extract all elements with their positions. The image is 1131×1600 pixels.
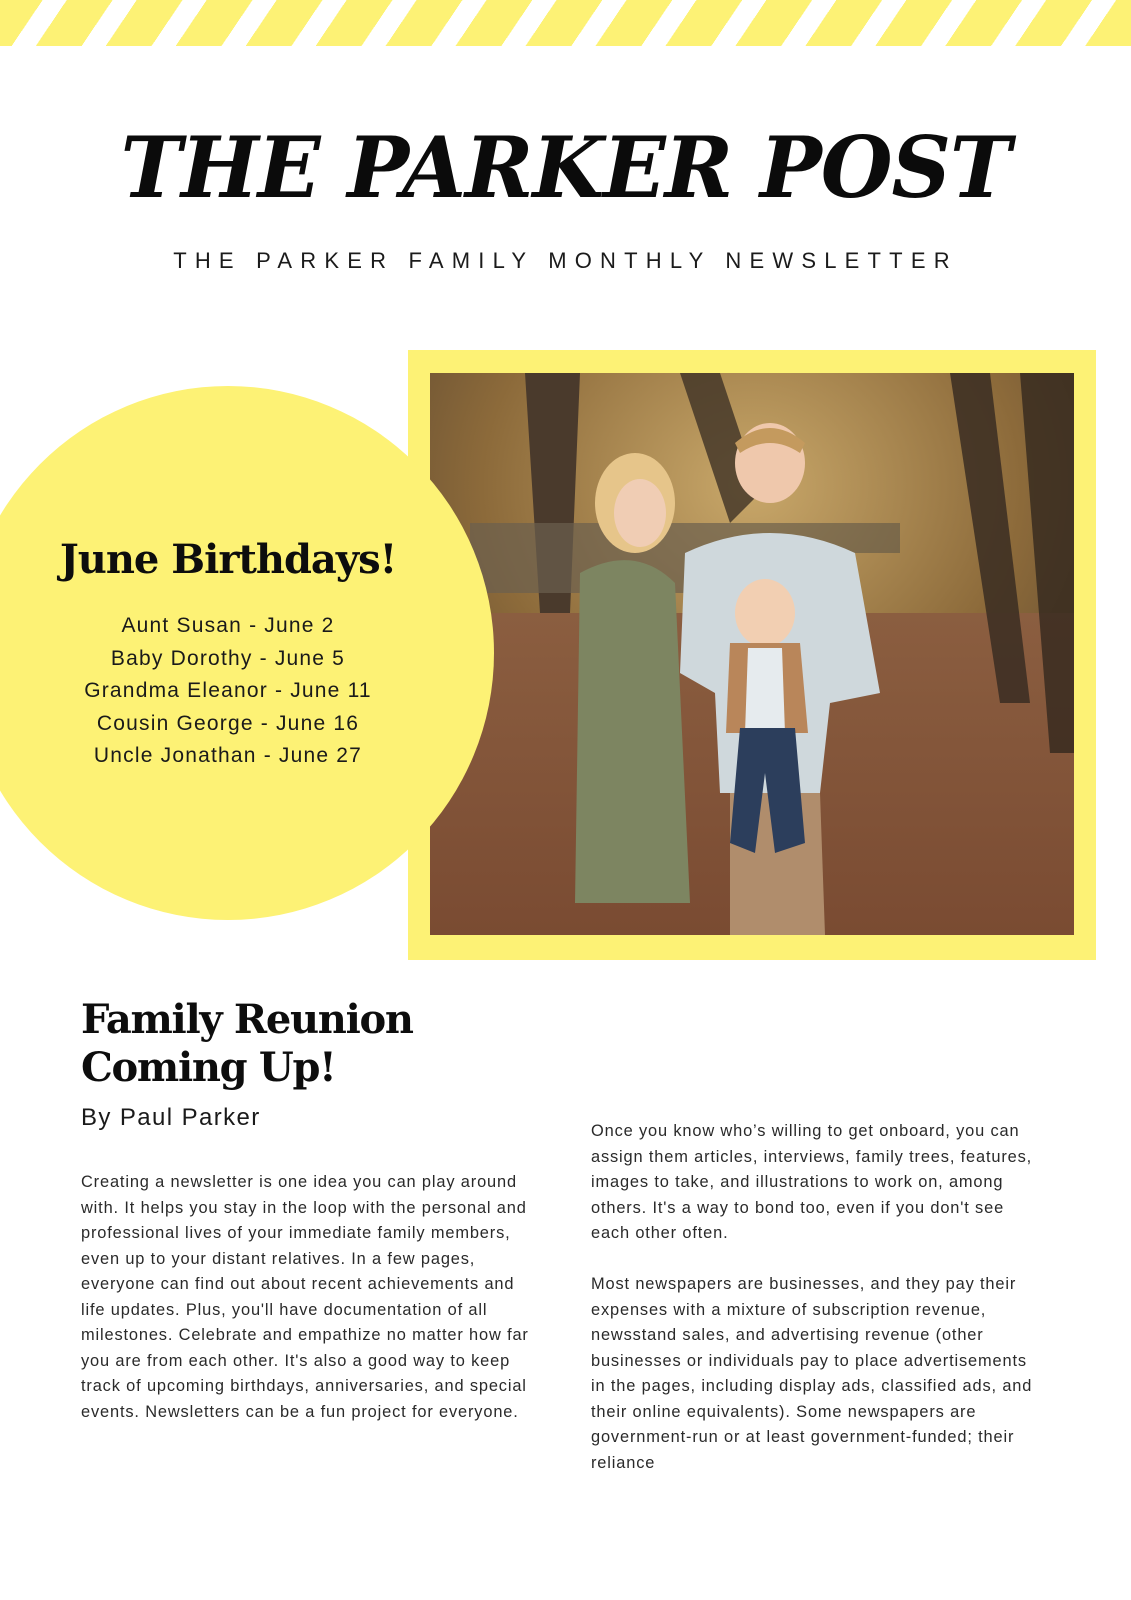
birthday-item: Baby Dorothy - June 5	[110, 646, 346, 670]
article-paragraph: Most newspapers are businesses, and they pay their expenses with a mixture of subscription revenue, newsstand sales, and advertising revenue (other businesses or individuals pay to place advertisements in the pages, including display ads, classified ads, and their online equivalents). Some newspapers are government-run or at least government-funded; their reliance	[591, 1275, 1033, 1472]
family-photo	[430, 373, 1074, 935]
article-byline: By Paul Parker	[81, 1104, 261, 1131]
article-paragraph: Once you know who’s willing to get onboard, you can assign them articles, interviews, family trees, features, images to take, and illustrations to work on, among others. It's a way to bond too, even if you don't see each other often.	[591, 1122, 1033, 1242]
birthday-list	[0, 610, 456, 773]
decorative-stripe-banner	[0, 0, 1131, 46]
article-title-line-1: Family Reunion	[81, 996, 413, 1043]
birthdays-heading: June Birthdays!	[59, 536, 397, 583]
article-title-line-2: Coming Up!	[81, 1044, 336, 1091]
article-title	[81, 996, 501, 1092]
article-body-left-column: Creating a newsletter is one idea you can play around with. It helps you stay in the loop with the personal and professional lives of your immediate family members, even up to your distant relatives. In a few pages, everyone can find out about recent achievements and life updates. Plus, you'll have documentation of all milestones. Celebrate and empathize no matter how far you are from each other. It's also a good way to keep track of upcoming birthdays, anniversaries, and special events. Newsletters can be a fun project for everyone.	[81, 1173, 529, 1421]
newsletter-title: THE PARKER POST	[120, 118, 1011, 217]
article-body-right-column	[591, 1119, 1036, 1502]
birthday-item: Aunt Susan - June 2	[121, 614, 335, 637]
family-photo-icon	[430, 373, 1074, 935]
birthday-item: Grandma Eleanor - June 11	[84, 679, 372, 702]
newsletter-subtitle: THE PARKER FAMILY MONTHLY NEWSLETTER	[173, 248, 958, 273]
birthday-item: Uncle Jonathan - June 27	[93, 744, 363, 767]
birthday-item: Cousin George - June 16	[96, 711, 360, 735]
